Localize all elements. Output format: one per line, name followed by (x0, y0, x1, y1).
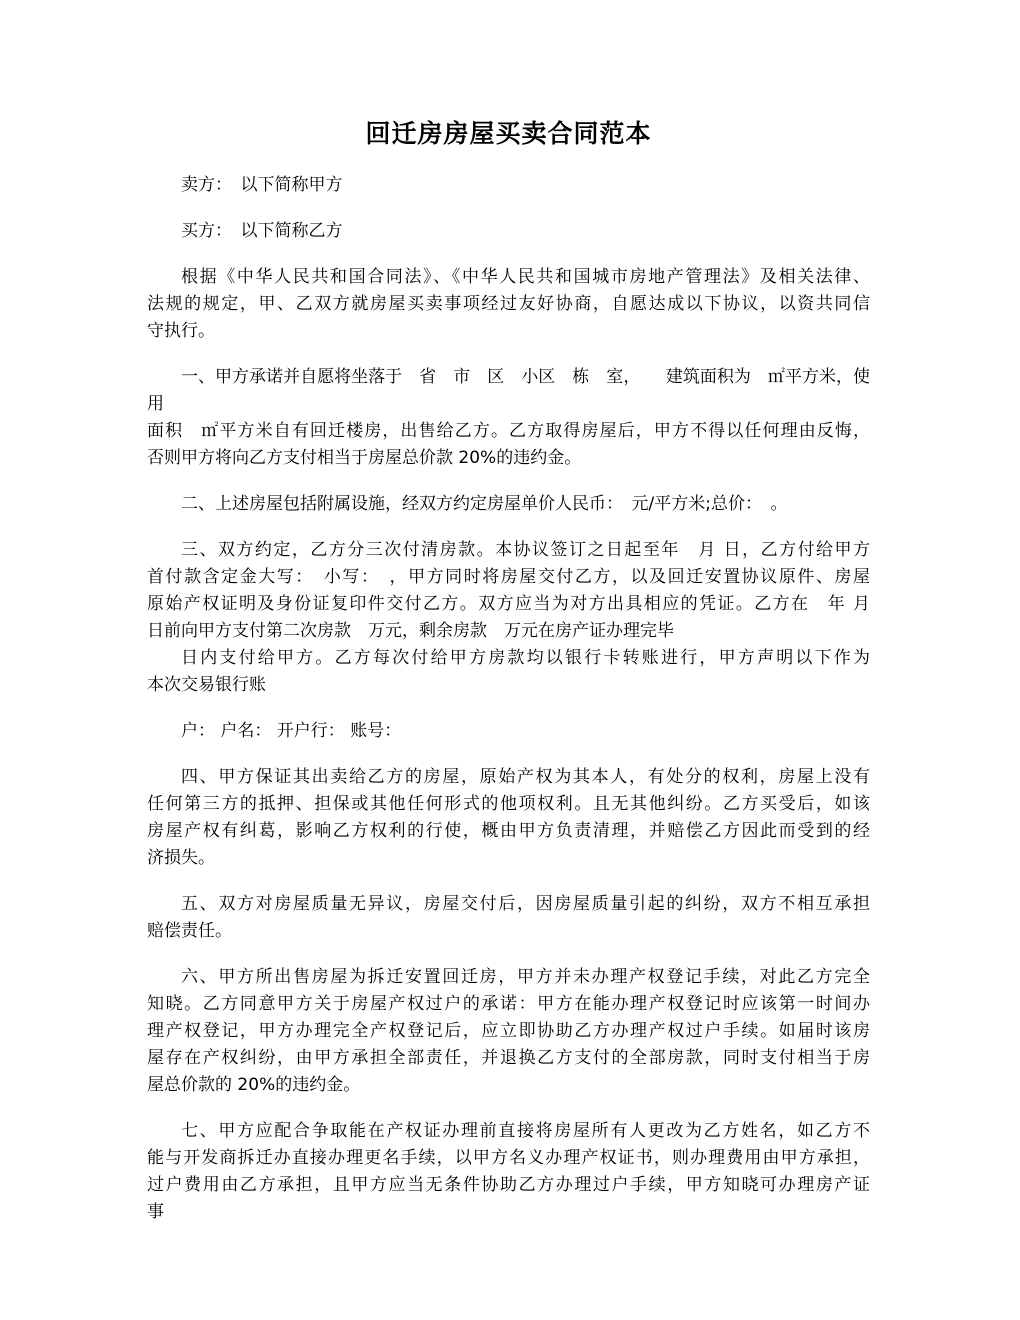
text-line: 一、甲方承诺并自愿将坐落于 省 市 区 小区 栋 室， 建筑面积为 ㎡平方米，使用 (147, 367, 870, 414)
paragraph-clause-1 (147, 364, 870, 472)
document-title: 回迁房房屋买卖合同范本 (365, 119, 652, 148)
text-line: 户： 户名： 开户行： 账号： (181, 721, 402, 741)
text-line: 屋存在产权纠纷，由甲方承担全部责任，并退换乙方支付的全部房款，同时支付相当于房 (147, 1048, 870, 1068)
text-line: 能与开发商拆迁办直接办理更名手续，以甲方名义办理产权证书，则办理费用由甲方承担， (147, 1148, 870, 1168)
text-line: 知晓。乙方同意甲方关于房屋产权过户的承诺：甲方在能办理产权登记时应该第一时间办 (147, 994, 870, 1014)
text-line: 过户费用由乙方承担，且甲方应当无条件协助乙方办理过户手续，甲方知晓可办理房产证 (147, 1175, 870, 1195)
paragraph-clause-5 (147, 891, 870, 945)
text-line: 日内支付给甲方。乙方每次付给甲方房款均以银行卡转账进行，甲方声明以下作为 (181, 648, 870, 668)
document-body (147, 172, 870, 1226)
text-line: 法规的规定，甲、乙双方就房屋买卖事项经过友好协商，自愿达成以下协议，以资共同信 (147, 294, 870, 314)
paragraph-preamble (147, 264, 870, 345)
paragraph-clause-6 (147, 964, 870, 1099)
text-line: 三、双方约定，乙方分三次付清房款。本协议签订之日起至年 月 日，乙方付给甲方 (181, 540, 870, 560)
text-line: 屋总价款的 20%的违约金。 (147, 1075, 361, 1095)
paragraph-bank-account (147, 718, 870, 745)
text-line: 理产权登记，甲方办理完全产权登记后，应立即协助乙方办理产权过户手续。如届时该房 (147, 1021, 870, 1041)
text-line: 二、上述房屋包括附属设施，经双方约定房屋单价人民币： 元/平方米;总价： 。 (181, 494, 788, 514)
paragraph-clause-3 (147, 537, 870, 645)
text-line: 赔偿责任。 (147, 921, 232, 941)
paragraph-clause-3-continuation (147, 645, 870, 699)
text-line: 面积 ㎡平方米自有回迁楼房，出售给乙方。乙方取得房屋后，甲方不得以任何理由反悔， (147, 421, 870, 441)
text-line: 否则甲方将向乙方支付相当于房屋总价款 20%的违约金。 (147, 448, 582, 468)
paragraph-clause-7 (147, 1118, 870, 1226)
text-line: 日前向甲方支付第二次房款 万元，剩余房款 万元在房产证办理完毕 (147, 621, 674, 641)
text-line: 任何第三方的抵押、担保或其他任何形式的他项权利。且无其他纠纷。乙方买受后，如该 (147, 794, 870, 814)
text-line: 卖方： 以下简称甲方 (181, 175, 343, 195)
text-line: 事 (147, 1202, 164, 1222)
text-line: 首付款含定金大写： 小写： ，甲方同时将房屋交付乙方，以及回迁安置协议原件、房屋 (147, 567, 870, 587)
text-line: 七、甲方应配合争取能在产权证办理前直接将房屋所有人更改为乙方姓名，如乙方不 (181, 1121, 870, 1141)
text-line: 四、甲方保证其出卖给乙方的房屋，原始产权为其本人，有处分的权利，房屋上没有 (181, 767, 870, 787)
paragraph-party-seller (147, 172, 870, 199)
paragraph-clause-2 (147, 491, 870, 518)
text-line: 济损失。 (147, 848, 215, 868)
paragraph-clause-4 (147, 764, 870, 872)
text-line: 六、甲方所出售房屋为拆迁安置回迁房，甲方并未办理产权登记手续，对此乙方完全 (181, 967, 870, 987)
text-line: 买方： 以下简称乙方 (181, 221, 343, 241)
text-line: 房屋产权有纠葛，影响乙方权利的行使，概由甲方负责清理，并赔偿乙方因此而受到的经 (147, 821, 870, 841)
text-line: 本次交易银行账 (147, 675, 266, 695)
text-line: 五、双方对房屋质量无异议，房屋交付后，因房屋质量引起的纠纷，双方不相互承担 (181, 894, 870, 914)
text-line: 原始产权证明及身份证复印件交付乙方。双方应当为对方出具相应的凭证。乙方在 年 月 (147, 594, 870, 614)
text-line: 守执行。 (147, 321, 215, 341)
paragraph-party-buyer (147, 218, 870, 245)
text-line: 根据《中华人民共和国合同法》、《中华人民共和国城市房地产管理法》及相关法律、 (181, 267, 870, 287)
